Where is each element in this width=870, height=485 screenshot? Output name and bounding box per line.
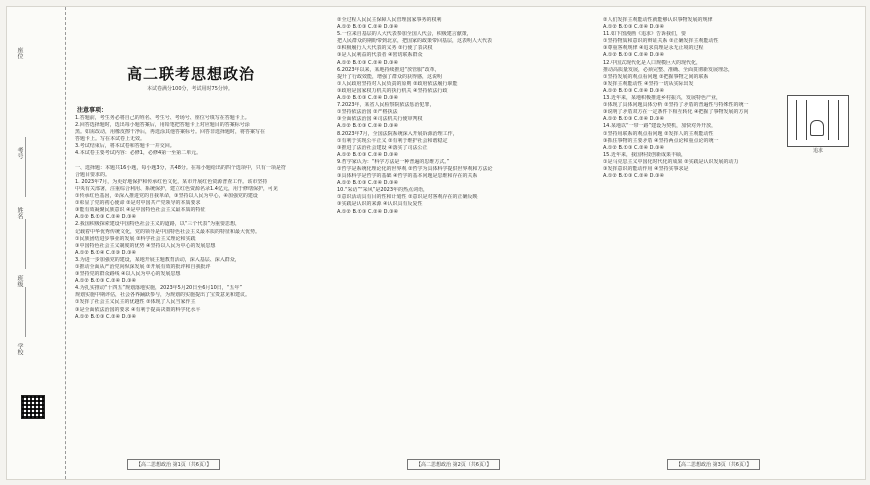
text-line: A.①② B.①③ C.②④ D.③④ [337,123,399,130]
text-line: 1.答题前，考生务必将自己的姓名、考生号、考场号、座位号填写在答题卡上。 [75,115,250,121]
exam-subtitle: 本试卷满分100分，考试用时75分钟。 [147,86,233,92]
page3-body [603,17,783,417]
text-line: A.①② B.①③ C.②④ D.③④ [603,87,665,94]
exam-sheet [6,6,866,480]
text-line: 一、选择题：本题共16小题，每小题3分，共48分。在每小题给出的四个选项中，只有一项是符 [75,164,286,171]
text-line: ①坚持物质和意识的辩证关系 ②正确发挥主观能动性 [603,38,719,45]
text-line: A.①② B.①③ C.②④ D.③④ [603,144,665,151]
text-line: ③是人民利益的代表者 ④密切联系群众 [337,52,423,59]
text-line: 15.近年来，我国科技创新成果丰硕， [603,151,686,158]
text-line: A.①② B.①③ C.②④ D.③④ [337,59,399,66]
text-line: ①积极履行人大代表的义务 ②行使了表决权 [337,45,433,52]
text-line: A.①② B.①③ C.②④ D.③④ [603,116,665,123]
text-line: ③全面依法治国 ④司法机关行使审判权 [337,116,423,123]
text-line: ③中国特色社会主义制度的优势 ④坚持以人民为中心的发展思想 [75,242,216,249]
text-line: 10.“采访”“采风”是2023年的热点词语， [337,187,429,194]
text-line: ②人们发挥主观能动性就能够认识事物发展的规律 [603,17,713,23]
text-line: A.①② B.①③ C.②④ D.③④ [337,24,399,31]
text-line: 把人民群众的期盼带到北京，把国家的政策带回基层，这表明人大代表 [337,38,493,45]
binding-margin [7,7,66,479]
text-line: A.①② B.①③ C.②④ D.③④ [337,180,399,187]
text-line: 5.一位来自基层的人大代表参加全国人代会，积极建言献策， [337,31,472,38]
text-line: 1. 2023年7月，为更好地保护和传承红色文化，某市开展红色资源普查工作。该市坚持 [75,178,268,185]
binding-label-school: 学校 [16,343,23,355]
text-line: ③具体科学是哲学的基础 ④哲学的基本问题是思维和存在的关系 [337,173,478,180]
text-line: 推动高质量发展，必须完整、准确、全面贯彻新发展理念， [603,66,734,73]
text-line: ③坚持党的群众路线 ④以人民为中心的发展思想 [75,271,181,278]
binding-rule [25,219,26,269]
text-line: 中央有关部署，注重综合利用、系统保护，建立红色资源名录1.4亿元，用于修缮保护，可见 [75,185,278,192]
text-line: ③实践是认识的来源 ④认识具有反复性 [337,201,423,208]
text-line: ③发挥主观能动性 ④坚持一切从实际出发 [603,80,694,87]
binding-label-class: 班级 [16,275,23,287]
text-line: 12.中国式现代化是人口规模巨大的现代化， [603,59,701,66]
binding-rule [25,137,26,197]
binding-label-seat: 座位 [16,47,23,59]
page2-footer: 【高二思想政治 第2页（共6页）】 [407,459,500,470]
text-line: 6.2023年以来，某地持续推进“放管服”改革， [337,66,440,73]
binding-rule [25,287,26,337]
text-line: ③尊重客观规律 ④追求真理是永无止境的过程 [603,45,704,52]
text-line: A.①② B.①③ C.②④ D.③④ [75,313,137,320]
text-line: A.①② B.①③ C.②④ D.③④ [337,208,399,215]
text-line: ①有利于实现公平正义 ②有利于维护社会和谐稳定 [337,137,448,144]
text-line: A.①② B.①③ C.②④ D.③④ [75,214,137,221]
text-line: ③能有效凝聚民族意识 ④是中国特色社会主义最本质的特征 [75,207,206,214]
cartoon-figure [810,120,824,136]
text-line: 13.近年来，某地积极推进乡村振兴，发展特色产业， [603,95,721,102]
cartoon-bar [806,100,807,140]
text-line: 11.如下图漫画《追求》告诉我们，要 [603,31,686,38]
text-line: ②全过程人民民主保障人民管理国家事务的权利 [337,17,442,23]
text-line: ①民族团结进步事业的发展 ②科学社会主义理论和实践 [75,235,196,242]
text-line [75,158,321,165]
notice-heading: 注意事项： [77,107,108,114]
text-line: ③抓住事物的主要矛盾 ④坚持两点论和重点论的统一 [603,137,719,144]
text-line: ①推动全面从严治党向纵深发展 ②开展有效的批评和自我批评 [75,263,211,270]
text-line: 4.为扎实推动“十四五”规划落地实施，2023年5月20日至6月10日，“五年” [75,285,242,292]
text-line: ①坚持用联系的观点看问题 ②发挥人的主观能动性 [603,130,714,137]
text-line: ①人民政府坚持对人民负责的原则 ②政府依法履行职能 [337,80,458,87]
text-line: 8.2023年7月，全国法院系统深入开展诉源治理工作， [337,130,458,137]
cartoon-bar [796,100,797,140]
text-line: A.①② B.①④ C.②③ D.③④ [75,249,137,256]
text-line: 14.某地以“一带一路”建设为契机，加快对外开放， [603,123,717,130]
text-line: 规划实施中期评估，社会各界踊跃参与，为规划的实施提出了宝贵意见和建议。 [75,292,251,299]
text-line: ①坚持依法治国 ②严格执法 [337,109,398,116]
text-line: ③推进了法治社会建设 ④落实了司法公正 [337,144,428,151]
text-line: ①意识活动具有目的性和计划性 ②意识是对客观存在的正确反映 [337,194,478,201]
text-line: ①体现了具体问题具体分析 ②坚持了矛盾的普遍性与特殊性的统一 [603,102,749,109]
binding-label-exam-number: 考号 [16,147,23,159]
text-line: 记载着中华优秀传统文化，党的领导是中国特色社会主义最本质的特征和最大优势。 [75,228,261,235]
page1-body [75,115,321,415]
text-line: ③是全面依法治国的要求 ④有利于提高决策的科学化水平 [75,306,201,313]
text-line: ①哲学是系统化理论化的世界观 ②哲学为具体科学提供世界观和方法论 [337,165,493,172]
page2-body [337,17,589,417]
text-line: 2.我国积极探索建设中国特色社会主义的道路，以“三个代表”为重要思想， [75,221,240,228]
text-line: A.①② B.①③ C.②④ D.③④ [337,151,399,158]
text-line: A.①② B.①③ C.②④ D.③④ [603,173,665,180]
cartoon-bar [838,100,839,140]
text-line: A.①② B.①③ C.②④ D.③④ [75,278,137,285]
text-line: 提升了行政效能，增强了群众的获得感，这说明 [337,73,443,80]
text-line: ③发挥意识的能动作用 ④坚持实事求是 [603,165,689,172]
text-line: ③说明了矛盾双方在一定条件下相互转化 ④把握了事物发展的方向 [603,109,749,116]
text-line: 7.2023年，某省人民检察院依法惩治犯罪， [337,102,435,109]
text-line: 2.回答选择题时，选出每小题答案后，用铅笔把答题卡上对应题目的答案标号涂 [75,122,250,129]
page3-footer: 【高二思想政治 第3页（共6页）】 [667,459,760,470]
exam-title: 高二联考思想政治 [127,65,256,83]
text-line: A.①② B.①③ C.②④ D.③④ [603,52,665,59]
qr-code-icon [21,395,45,419]
cartoon-bar [828,100,829,140]
text-line: ①传承红色基因，②深入推进党的自我革命，③坚持以人民为中心，④加强党的建设 [75,193,258,200]
text-line: ①是马克思主义中国化时代化的成果 ②实践是认识发展的动力 [603,158,739,165]
text-line: 合题目要求的。 [75,171,111,178]
text-line: A.①② B.①③ C.②④ D.③④ [337,95,399,102]
text-line: 9.哲学家认为：“科学方法是一种普遍的思维方式。” [337,158,450,165]
text-line: 3.为进一步加强党的建设，某地开展主题教育活动，深入基层、深入群众， [75,256,240,263]
text-line: 答题卡上。写在本试卷上无效。 [75,136,146,143]
text-line: ①发挥了社会主义民主的优越性 ②体现了人民当家作主 [75,299,196,306]
text-line: ③政府是国家权力机关的执行机关 ④坚持依法行政 [337,87,448,94]
text-line: 4.本试卷主要考试内容：必修1，必修4第一至第二单元。 [75,150,202,157]
cartoon-illustration [787,95,849,154]
page1-footer: 【高二思想政治 第1页（共6页）】 [127,459,220,470]
text-line: ①坚持发展的观点看问题 ②把握事物之间的联系 [603,73,709,80]
cartoon-caption: 追求 [812,148,823,154]
text-line: 黑。如需改动，用橡皮擦干净后，再选涂其他答案标号。回答非选择题时，将答案写在 [75,129,266,136]
text-line: 3.考试结束后，将本试卷和答题卡一并交回。 [75,143,175,150]
text-line: A.①② B.①③ C.②④ D.③④ [603,24,665,31]
text-line: ①彰显了党的初心使命 ②是对中国共产党领导的本质要求 [75,200,201,207]
binding-label-name: 姓名 [16,207,23,219]
